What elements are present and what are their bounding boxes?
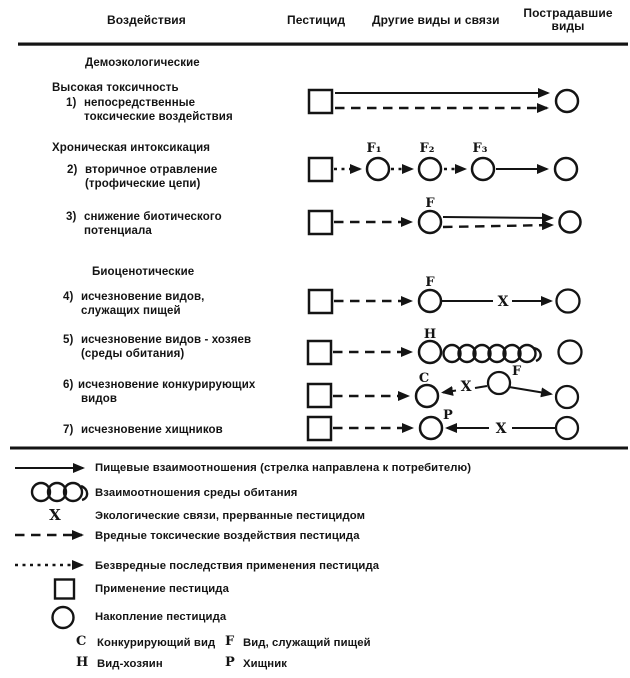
item4-line2: служащих пищей xyxy=(81,305,181,317)
item5-line2: (среды обитания) xyxy=(81,348,185,360)
row4-affected-circle xyxy=(557,290,580,313)
item2-line1: вторичное отравление xyxy=(85,164,218,176)
row6-f-label: F xyxy=(512,364,522,379)
row7-p-circle xyxy=(420,417,442,439)
row4-f-label: F xyxy=(425,275,435,290)
item2-number: 2) xyxy=(67,164,78,176)
row3-f-circle xyxy=(419,211,441,233)
item6-line1: исчезновение конкурирующих xyxy=(78,379,256,391)
legend-harmless-text: Безвредные последствия применения пестицида xyxy=(95,560,380,572)
legend-accumulation-circle-icon xyxy=(53,607,74,628)
group-title-high-toxicity: Высокая токсичность xyxy=(52,82,179,94)
row5-affected-circle xyxy=(559,341,582,364)
row6-f-circle xyxy=(488,372,510,394)
row2-pesticide-square xyxy=(309,158,332,181)
item2-line2: (трофические цепи) xyxy=(85,178,201,190)
row4-pesticide-square xyxy=(309,290,332,313)
item7-line1: исчезновение хищников xyxy=(81,424,223,436)
row6-affected-circle xyxy=(556,386,578,408)
legend-key-h-text: Вид-хозяин xyxy=(97,658,163,670)
item6-number: 6) xyxy=(63,379,74,391)
column-header-affected-line2: виды xyxy=(551,19,585,33)
column-header-effects: Воздействия xyxy=(107,13,186,27)
row7-predator-circle xyxy=(556,417,578,439)
row2-accumulation-circle xyxy=(555,158,577,180)
row7-broken-x: X xyxy=(495,421,507,437)
legend-accumulation-text: Накопление пестицида xyxy=(95,611,227,623)
row6-pesticide-square xyxy=(308,384,331,407)
legend-harmful-text: Вредные токсические воздействия пестицида xyxy=(95,530,360,542)
item7-number: 7) xyxy=(63,424,74,436)
legend-habitat-coil-icon xyxy=(32,483,87,501)
row3-dashed-arrow xyxy=(443,225,552,227)
row3-pesticide-square xyxy=(309,211,332,234)
column-header-affected-line1: Пострадавшие xyxy=(523,6,613,20)
row7-p-label: P xyxy=(443,408,453,423)
row4-broken-x: X xyxy=(497,294,509,310)
legend-habitat-text: Взаимоотношения среды обитания xyxy=(95,487,298,499)
footer-rule xyxy=(10,447,628,450)
item1-line2: токсические воздействия xyxy=(84,111,233,123)
row5-h-circle xyxy=(419,341,441,363)
row6-food-arrow-to-c xyxy=(443,391,456,393)
legend-x-icon: X xyxy=(49,506,61,524)
row6-c-label: C xyxy=(418,371,430,386)
row2-f2-label: F₂ xyxy=(419,141,435,156)
row6-food-line-upper xyxy=(475,386,487,388)
legend-broken-text: Экологические связи, прерванные пестицидом xyxy=(95,510,366,522)
column-header-other-species: Другие виды и связи xyxy=(372,13,500,27)
row2-f1-circle xyxy=(367,158,389,180)
item3-number: 3) xyxy=(66,211,77,223)
item1-line1: непосредственные xyxy=(84,97,196,109)
legend-key-h: H xyxy=(76,655,89,670)
header-rule xyxy=(18,43,628,46)
legend-application-text: Применение пестицида xyxy=(95,583,229,595)
row3-f-label: F xyxy=(425,196,435,211)
group-title-chronic-intoxication: Хроническая интоксикация xyxy=(52,142,211,154)
legend-key-c: C xyxy=(76,634,87,649)
item3-line2: потенциала xyxy=(84,225,152,237)
row5-h-label: H xyxy=(423,327,437,342)
section-title-demoecological: Демоэкологические xyxy=(85,57,200,69)
legend-pesticide-square-icon xyxy=(55,580,74,599)
row2-f3-circle xyxy=(472,158,494,180)
section-title-biocenotic: Биоценотические xyxy=(92,266,195,278)
legend-key-f: F xyxy=(225,634,235,649)
row5-habitat-coil xyxy=(444,345,541,362)
row6-c-circle xyxy=(416,385,438,407)
row2-f2-circle xyxy=(419,158,441,180)
legend-key-p: P xyxy=(225,655,235,670)
row2-f1-label: F₁ xyxy=(366,141,382,156)
row1-pesticide-square xyxy=(309,90,332,113)
legend-key-c-text: Конкурирующий вид xyxy=(97,637,216,649)
item5-number: 5) xyxy=(63,334,74,346)
legend-key-f-text: Вид, служащий пищей xyxy=(243,637,371,649)
legend-food-text: Пищевые взаимоотношения (стрелка направлена к потребителю) xyxy=(95,462,472,474)
row3-accumulation-circle xyxy=(560,212,581,233)
row6-food-arrow-right xyxy=(509,387,551,394)
item4-line1: исчезновение видов, xyxy=(81,291,205,303)
item5-line1: исчезновение видов - хозяев xyxy=(81,334,252,346)
item6-line2: видов xyxy=(81,393,118,405)
item1-number: 1) xyxy=(66,97,77,109)
row5-pesticide-square xyxy=(308,341,331,364)
row7-pesticide-square xyxy=(308,417,331,440)
row3-food-arrow xyxy=(443,217,552,218)
legend-key-p-text: Хищник xyxy=(243,658,288,670)
row2-f3-label: F₃ xyxy=(472,141,488,156)
item4-number: 4) xyxy=(63,291,74,303)
row6-broken-x: X xyxy=(460,379,472,395)
row1-accumulation-circle xyxy=(556,90,578,112)
item3-line1: снижение биотического xyxy=(84,211,222,223)
column-header-pesticide: Пестицид xyxy=(287,13,346,27)
row4-f-circle xyxy=(419,290,441,312)
